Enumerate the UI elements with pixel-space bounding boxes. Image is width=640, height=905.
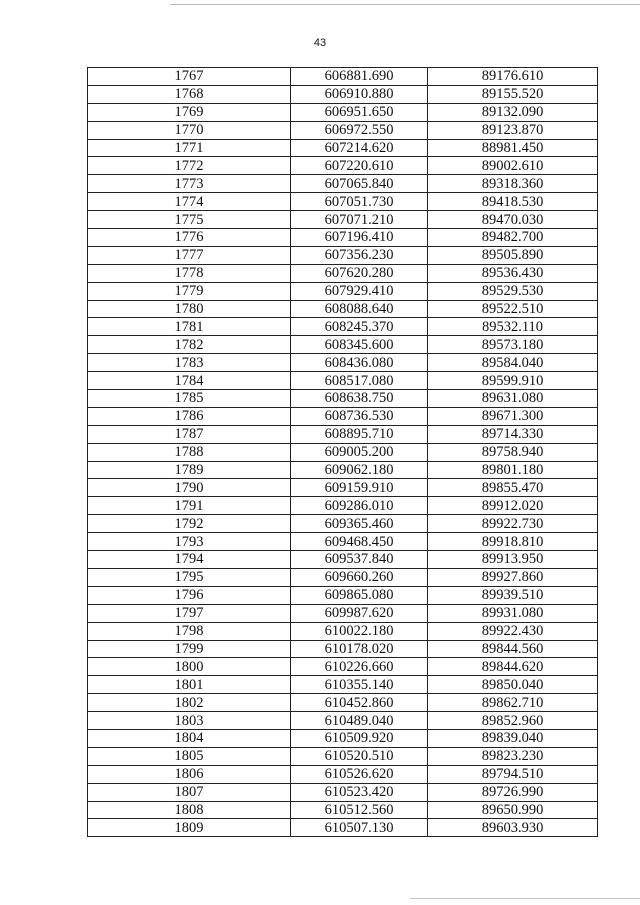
y-coordinate-cell: 89505.890	[428, 246, 598, 264]
x-coordinate-cell: 609062.180	[291, 461, 428, 479]
table-row	[88, 515, 598, 533]
scan-edge-line-bottom	[410, 898, 640, 899]
table-row	[88, 68, 598, 86]
table-row	[88, 229, 598, 247]
y-coordinate-cell: 89418.530	[428, 193, 598, 211]
point-number-cell: 1791	[88, 497, 291, 515]
y-coordinate-cell: 89599.910	[428, 372, 598, 390]
point-number-cell: 1803	[88, 712, 291, 730]
y-coordinate-cell: 89850.040	[428, 676, 598, 694]
point-number-cell: 1789	[88, 461, 291, 479]
x-coordinate-cell: 607929.410	[291, 282, 428, 300]
x-coordinate-cell: 610509.920	[291, 729, 428, 747]
y-coordinate-cell: 89584.040	[428, 354, 598, 372]
point-number-cell: 1768	[88, 85, 291, 103]
table-row	[88, 461, 598, 479]
point-number-cell: 1770	[88, 121, 291, 139]
table-row	[88, 658, 598, 676]
y-coordinate-cell: 89855.470	[428, 479, 598, 497]
point-number-cell: 1777	[88, 246, 291, 264]
x-coordinate-cell: 607356.230	[291, 246, 428, 264]
x-coordinate-cell: 608088.640	[291, 300, 428, 318]
point-number-cell: 1783	[88, 354, 291, 372]
y-coordinate-cell: 89922.730	[428, 515, 598, 533]
table-row	[88, 640, 598, 658]
y-coordinate-cell: 89862.710	[428, 694, 598, 712]
table-row	[88, 783, 598, 801]
y-coordinate-cell: 89123.870	[428, 121, 598, 139]
y-coordinate-cell: 89913.950	[428, 551, 598, 569]
x-coordinate-cell: 606910.880	[291, 85, 428, 103]
y-coordinate-cell: 89532.110	[428, 318, 598, 336]
table-row	[88, 425, 598, 443]
y-coordinate-cell: 89318.360	[428, 175, 598, 193]
point-number-cell: 1806	[88, 765, 291, 783]
table-row	[88, 676, 598, 694]
x-coordinate-cell: 608517.080	[291, 372, 428, 390]
table-row	[88, 694, 598, 712]
point-number-cell: 1807	[88, 783, 291, 801]
point-number-cell: 1805	[88, 747, 291, 765]
x-coordinate-cell: 610489.040	[291, 712, 428, 730]
table-row	[88, 264, 598, 282]
point-number-cell: 1785	[88, 390, 291, 408]
x-coordinate-cell: 608895.710	[291, 425, 428, 443]
x-coordinate-cell: 609286.010	[291, 497, 428, 515]
x-coordinate-cell: 607196.410	[291, 229, 428, 247]
point-number-cell: 1774	[88, 193, 291, 211]
table-row	[88, 211, 598, 229]
table-row	[88, 336, 598, 354]
coordinates-table	[87, 67, 598, 837]
x-coordinate-cell: 607065.840	[291, 175, 428, 193]
table-row	[88, 443, 598, 461]
x-coordinate-cell: 609159.910	[291, 479, 428, 497]
y-coordinate-cell: 89823.230	[428, 747, 598, 765]
table-row	[88, 586, 598, 604]
table-row	[88, 300, 598, 318]
y-coordinate-cell: 89631.080	[428, 390, 598, 408]
x-coordinate-cell: 610452.860	[291, 694, 428, 712]
table-row	[88, 407, 598, 425]
x-coordinate-cell: 610226.660	[291, 658, 428, 676]
table-row	[88, 246, 598, 264]
table-row	[88, 103, 598, 121]
point-number-cell: 1784	[88, 372, 291, 390]
table-row	[88, 533, 598, 551]
y-coordinate-cell: 89852.960	[428, 712, 598, 730]
y-coordinate-cell: 89650.990	[428, 801, 598, 819]
point-number-cell: 1778	[88, 264, 291, 282]
x-coordinate-cell: 607051.730	[291, 193, 428, 211]
point-number-cell: 1793	[88, 533, 291, 551]
x-coordinate-cell: 610507.130	[291, 819, 428, 837]
y-coordinate-cell: 89529.530	[428, 282, 598, 300]
x-coordinate-cell: 610355.140	[291, 676, 428, 694]
x-coordinate-cell: 608436.080	[291, 354, 428, 372]
y-coordinate-cell: 89002.610	[428, 157, 598, 175]
y-coordinate-cell: 89931.080	[428, 604, 598, 622]
scan-edge-line-top	[170, 4, 640, 5]
y-coordinate-cell: 88981.450	[428, 139, 598, 157]
point-number-cell: 1792	[88, 515, 291, 533]
x-coordinate-cell: 608245.370	[291, 318, 428, 336]
table-row	[88, 604, 598, 622]
y-coordinate-cell: 89844.620	[428, 658, 598, 676]
y-coordinate-cell: 89918.810	[428, 533, 598, 551]
table-row	[88, 354, 598, 372]
table-row	[88, 765, 598, 783]
x-coordinate-cell: 610523.420	[291, 783, 428, 801]
point-number-cell: 1794	[88, 551, 291, 569]
y-coordinate-cell: 89155.520	[428, 85, 598, 103]
y-coordinate-cell: 89176.610	[428, 68, 598, 86]
x-coordinate-cell: 609005.200	[291, 443, 428, 461]
table-row	[88, 622, 598, 640]
point-number-cell: 1809	[88, 819, 291, 837]
point-number-cell: 1787	[88, 425, 291, 443]
y-coordinate-cell: 89671.300	[428, 407, 598, 425]
point-number-cell: 1767	[88, 68, 291, 86]
point-number-cell: 1786	[88, 407, 291, 425]
x-coordinate-cell: 609537.840	[291, 551, 428, 569]
table-row	[88, 551, 598, 569]
point-number-cell: 1802	[88, 694, 291, 712]
x-coordinate-cell: 609987.620	[291, 604, 428, 622]
x-coordinate-cell: 607620.280	[291, 264, 428, 282]
y-coordinate-cell: 89922.430	[428, 622, 598, 640]
y-coordinate-cell: 89839.040	[428, 729, 598, 747]
y-coordinate-cell: 89939.510	[428, 586, 598, 604]
table-row	[88, 282, 598, 300]
y-coordinate-cell: 89132.090	[428, 103, 598, 121]
point-number-cell: 1773	[88, 175, 291, 193]
table-row	[88, 729, 598, 747]
point-number-cell: 1796	[88, 586, 291, 604]
point-number-cell: 1799	[88, 640, 291, 658]
point-number-cell: 1769	[88, 103, 291, 121]
point-number-cell: 1779	[88, 282, 291, 300]
table-row	[88, 193, 598, 211]
x-coordinate-cell: 607214.620	[291, 139, 428, 157]
x-coordinate-cell: 606972.550	[291, 121, 428, 139]
x-coordinate-cell: 610526.620	[291, 765, 428, 783]
x-coordinate-cell: 610178.020	[291, 640, 428, 658]
x-coordinate-cell: 608638.750	[291, 390, 428, 408]
y-coordinate-cell: 89794.510	[428, 765, 598, 783]
table-row	[88, 479, 598, 497]
y-coordinate-cell: 89927.860	[428, 568, 598, 586]
point-number-cell: 1801	[88, 676, 291, 694]
table-row	[88, 801, 598, 819]
table-row	[88, 568, 598, 586]
point-number-cell: 1798	[88, 622, 291, 640]
point-number-cell: 1808	[88, 801, 291, 819]
page-number: 43	[313, 37, 327, 49]
x-coordinate-cell: 608736.530	[291, 407, 428, 425]
y-coordinate-cell: 89603.930	[428, 819, 598, 837]
y-coordinate-cell: 89470.030	[428, 211, 598, 229]
point-number-cell: 1781	[88, 318, 291, 336]
table-row	[88, 372, 598, 390]
x-coordinate-cell: 609468.450	[291, 533, 428, 551]
point-number-cell: 1790	[88, 479, 291, 497]
y-coordinate-cell: 89726.990	[428, 783, 598, 801]
point-number-cell: 1772	[88, 157, 291, 175]
table-row	[88, 175, 598, 193]
x-coordinate-cell: 609660.260	[291, 568, 428, 586]
point-number-cell: 1804	[88, 729, 291, 747]
y-coordinate-cell: 89844.560	[428, 640, 598, 658]
point-number-cell: 1782	[88, 336, 291, 354]
x-coordinate-cell: 609365.460	[291, 515, 428, 533]
x-coordinate-cell: 610520.510	[291, 747, 428, 765]
y-coordinate-cell: 89522.510	[428, 300, 598, 318]
table-row	[88, 121, 598, 139]
x-coordinate-cell: 606881.690	[291, 68, 428, 86]
x-coordinate-cell: 610022.180	[291, 622, 428, 640]
y-coordinate-cell: 89801.180	[428, 461, 598, 479]
y-coordinate-cell: 89912.020	[428, 497, 598, 515]
x-coordinate-cell: 609865.080	[291, 586, 428, 604]
point-number-cell: 1771	[88, 139, 291, 157]
table-row	[88, 318, 598, 336]
coordinates-table-body	[88, 68, 598, 837]
point-number-cell: 1800	[88, 658, 291, 676]
point-number-cell: 1775	[88, 211, 291, 229]
x-coordinate-cell: 610512.560	[291, 801, 428, 819]
x-coordinate-cell: 607071.210	[291, 211, 428, 229]
table-row	[88, 85, 598, 103]
point-number-cell: 1780	[88, 300, 291, 318]
point-number-cell: 1788	[88, 443, 291, 461]
y-coordinate-cell: 89573.180	[428, 336, 598, 354]
x-coordinate-cell: 607220.610	[291, 157, 428, 175]
table-row	[88, 497, 598, 515]
table-row	[88, 157, 598, 175]
point-number-cell: 1776	[88, 229, 291, 247]
y-coordinate-cell: 89758.940	[428, 443, 598, 461]
table-row	[88, 712, 598, 730]
y-coordinate-cell: 89714.330	[428, 425, 598, 443]
table-row	[88, 819, 598, 837]
y-coordinate-cell: 89536.430	[428, 264, 598, 282]
y-coordinate-cell: 89482.700	[428, 229, 598, 247]
x-coordinate-cell: 608345.600	[291, 336, 428, 354]
table-row	[88, 390, 598, 408]
point-number-cell: 1795	[88, 568, 291, 586]
x-coordinate-cell: 606951.650	[291, 103, 428, 121]
point-number-cell: 1797	[88, 604, 291, 622]
table-row	[88, 139, 598, 157]
table-row	[88, 747, 598, 765]
